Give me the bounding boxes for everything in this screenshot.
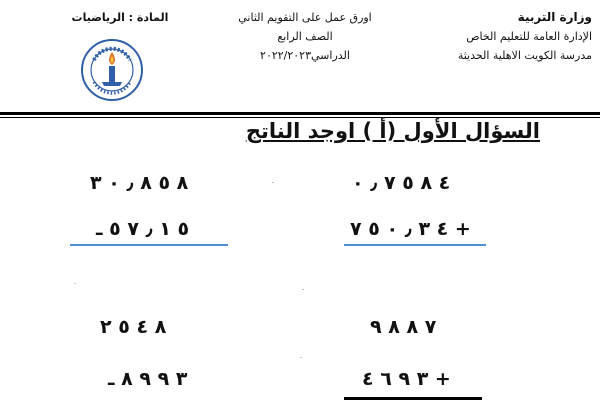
problem-1-top-number: ٤ ٨ ٥ ٧ ٫ ٠ [352, 172, 451, 194]
problem-4-top-number: ٨ ٤ ٥ ٢ [100, 316, 167, 338]
scan-speck [74, 283, 76, 284]
problem-1-answer-line [344, 244, 486, 246]
header-ministry-block [458, 8, 592, 65]
problem-3-answer-line [344, 397, 482, 400]
ministry-name: وزارة التربية [517, 10, 592, 24]
school-year: الدراسي٢٠٢٢/٢٠٢٣ [260, 49, 350, 62]
problem-2-top-number: ٨ ٥ ٨ ٫ ٠ ٣ [90, 172, 189, 194]
header-divider-thick [0, 112, 600, 115]
question-title: السؤال الأول (أ ) اوجد الناتج [245, 119, 540, 143]
problem-2-bottom-number: ٥ ١ ٫ ٧ ٥ ـ [96, 218, 190, 240]
header-worksheet-block [210, 8, 400, 65]
subject-label: المادة : الرياضيات [71, 11, 169, 24]
school-logo-icon [80, 38, 144, 102]
problem-2-answer-line [70, 244, 228, 246]
grade-label: الصف الرابع [277, 30, 333, 43]
problem-4-bottom-number: ٣ ٩ ٩ ٨ ـ [108, 368, 188, 390]
worksheet-title: اورق عمل على التقويم الثاني [238, 11, 372, 24]
problem-1-bottom-number: ٤ ٣ ٫ ٠ ٥ ٧ + [350, 218, 471, 240]
department-name: الإدارة العامة للتعليم الخاص [466, 30, 592, 43]
school-name: مدرسة الكويت الاهلية الحديثة [457, 49, 592, 62]
problem-3-top-number: ٧ ٨ ٨ ٩ [370, 316, 437, 338]
header-subject-block [60, 8, 180, 27]
scan-speck [272, 182, 274, 183]
header-divider-thin [0, 117, 600, 118]
scan-speck [302, 289, 304, 290]
scan-speck [300, 357, 302, 358]
problem-3-bottom-number: ٣ ٩ ٦ ٤ + [362, 368, 451, 390]
